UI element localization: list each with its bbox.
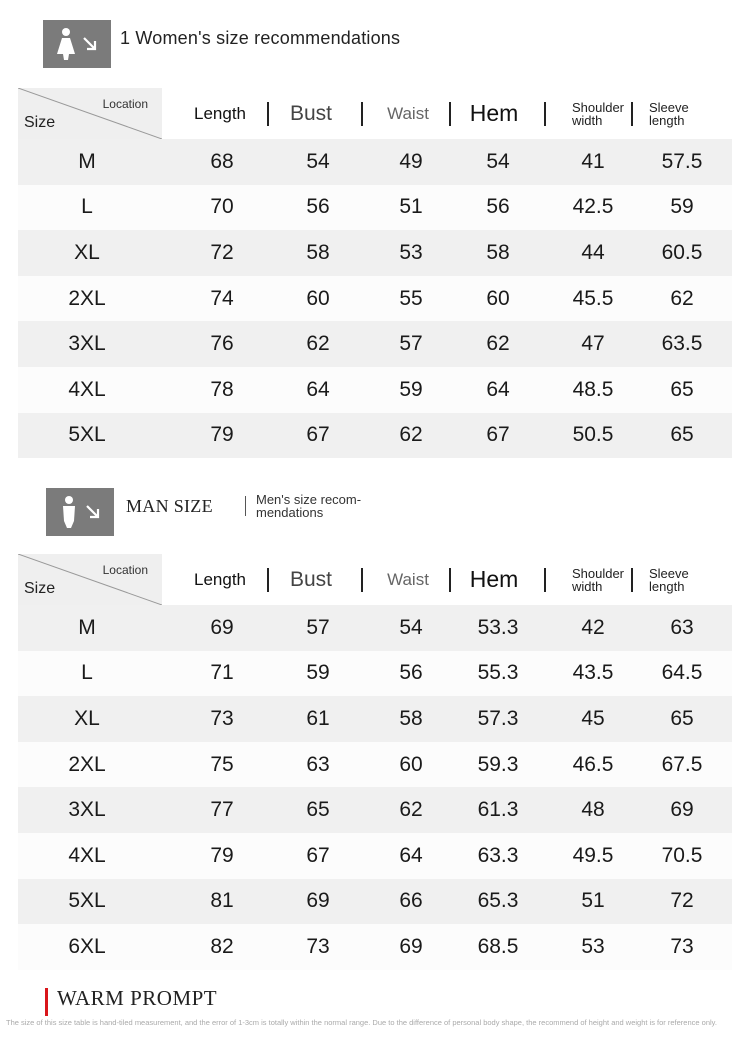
table-row — [18, 321, 732, 367]
table-row — [18, 833, 732, 879]
table-row — [18, 230, 732, 276]
measurement-cell: 56 — [306, 195, 330, 219]
size-cell: 2XL — [68, 286, 106, 310]
man-figure-icon — [58, 495, 80, 529]
measurement-cell: 77 — [210, 798, 234, 822]
location-label: Location — [102, 97, 148, 111]
arrow-down-right-icon — [84, 503, 102, 521]
measurement-cell: 64.5 — [661, 661, 703, 685]
warm-prompt-title: WARM PROMPT — [57, 986, 218, 1010]
measurement-cell: 71 — [210, 661, 234, 685]
measurement-cell: 51 — [581, 889, 605, 913]
measurement-cell: 64 — [399, 843, 423, 867]
warm-prompt-note: The size of this size table is hand-tiled measurement, and the error of 1-3cm is totally within the normal range. Due to the difference of personal body shape, the recommend of height and weight is for reference only. — [6, 1018, 717, 1027]
measurement-cell: 62 — [399, 423, 423, 447]
measurement-cell: 54 — [486, 149, 510, 173]
measurement-cell: 70.5 — [661, 843, 703, 867]
measurement-cell: 79 — [210, 423, 234, 447]
measurement-cell: 56 — [486, 195, 510, 219]
size-cell: XL — [74, 706, 100, 730]
header-separator — [449, 568, 451, 592]
table-row — [18, 924, 732, 970]
measurement-cell: 58 — [486, 240, 510, 264]
header-separator — [267, 568, 269, 592]
measurement-cell: 55 — [399, 286, 423, 310]
measurement-cell: 53 — [399, 240, 423, 264]
measurement-cell: 60 — [486, 286, 510, 310]
table-header — [18, 88, 732, 139]
measurement-cell: 69 — [306, 889, 330, 913]
measurement-cell: 42.5 — [572, 195, 614, 219]
measurement-cell: 69 — [399, 934, 423, 958]
measurement-cell: 79 — [210, 843, 234, 867]
measurement-cell: 62 — [399, 798, 423, 822]
measurement-cell: 69 — [670, 798, 694, 822]
measurement-cell: 59.3 — [477, 752, 519, 776]
header-sleeve-line1: Sleeve — [649, 99, 689, 115]
measurement-cell: 50.5 — [572, 423, 614, 447]
measurement-cell: 63 — [306, 752, 330, 776]
measurement-cell: 49.5 — [572, 843, 614, 867]
measurement-cell: 66 — [399, 889, 423, 913]
measurement-cell: 61 — [306, 706, 330, 730]
women-size-icon — [43, 20, 111, 68]
table-row — [18, 696, 732, 742]
header-waist: Waist — [387, 569, 429, 589]
table-body — [18, 139, 732, 458]
measurement-cell: 63.3 — [477, 843, 519, 867]
table-row — [18, 787, 732, 833]
measurement-cell: 54 — [399, 615, 423, 639]
measurement-cell: 62 — [306, 332, 330, 356]
header-separator — [361, 102, 363, 126]
measurement-cell: 62 — [486, 332, 510, 356]
measurement-cell: 60 — [399, 752, 423, 776]
measurement-cell: 69 — [210, 615, 234, 639]
measurement-cell: 51 — [399, 195, 423, 219]
table-header — [18, 554, 732, 605]
header-shoulder-width — [563, 88, 633, 139]
measurement-cell: 75 — [210, 752, 234, 776]
measurement-cell: 57 — [306, 615, 330, 639]
size-cell: 5XL — [68, 889, 106, 913]
arrow-down-right-icon — [81, 35, 99, 53]
size-cell: 6XL — [68, 934, 106, 958]
measurement-cell: 54 — [306, 149, 330, 173]
header-separator — [267, 102, 269, 126]
measurement-cell: 43.5 — [572, 661, 614, 685]
measurement-cell: 76 — [210, 332, 234, 356]
table-row — [18, 879, 732, 925]
warm-prompt-accent-bar — [45, 988, 48, 1016]
header-waist: Waist — [387, 103, 429, 123]
measurement-cell: 58 — [399, 706, 423, 730]
measurement-cell: 68 — [210, 149, 234, 173]
header-shoulder-line2: width — [571, 112, 603, 128]
men-section-title: MAN SIZE — [126, 496, 213, 516]
measurement-cell: 61.3 — [477, 798, 519, 822]
measurement-cell: 56 — [399, 661, 423, 685]
measurement-cell: 63 — [670, 615, 694, 639]
measurement-cell: 67 — [306, 423, 330, 447]
size-cell: 4XL — [68, 843, 106, 867]
women-size-table — [18, 88, 732, 458]
size-cell: M — [78, 149, 96, 173]
measurement-cell: 65 — [670, 423, 694, 447]
table-row — [18, 367, 732, 413]
size-cell: M — [78, 615, 96, 639]
table-row — [18, 651, 732, 697]
measurement-cell: 73 — [210, 706, 234, 730]
header-separator — [361, 568, 363, 592]
measurement-cell: 64 — [306, 377, 330, 401]
size-cell: 3XL — [68, 332, 106, 356]
title-separator — [245, 496, 246, 516]
header-sleeve-length — [649, 554, 719, 605]
men-section-subtitle — [256, 493, 396, 519]
header-sleeve-line2: length — [649, 112, 685, 128]
header-separator — [631, 102, 633, 126]
table-row — [18, 139, 732, 185]
header-sleeve-line2: length — [649, 578, 685, 594]
measurement-cell: 68.5 — [477, 934, 519, 958]
measurement-cell: 47 — [581, 332, 605, 356]
header-hem: Hem — [469, 566, 519, 592]
measurement-cell: 67 — [306, 843, 330, 867]
woman-figure-icon — [55, 27, 77, 61]
measurement-cell: 44 — [581, 240, 605, 264]
size-cell: 2XL — [68, 752, 106, 776]
measurement-cell: 73 — [306, 934, 330, 958]
measurement-cell: 82 — [210, 934, 234, 958]
measurement-cell: 64 — [486, 377, 510, 401]
men-subtitle-line1: Men's size recom- — [256, 492, 362, 507]
measurement-cell: 41 — [581, 149, 605, 173]
size-cell: 3XL — [68, 798, 106, 822]
size-cell: 5XL — [68, 423, 106, 447]
measurement-cell: 55.3 — [477, 661, 519, 685]
header-sleeve-length — [649, 88, 719, 139]
measurement-cell: 58 — [306, 240, 330, 264]
measurement-cell: 73 — [670, 934, 694, 958]
measurement-cell: 59 — [670, 195, 694, 219]
measurement-cell: 53 — [581, 934, 605, 958]
measurement-cell: 67 — [486, 423, 510, 447]
measurement-cell: 62 — [670, 286, 694, 310]
men-subtitle-line2: mendations — [256, 505, 324, 520]
measurement-cell: 60 — [306, 286, 330, 310]
header-shoulder-line1: Shoulder — [571, 99, 625, 115]
size-cell: L — [81, 195, 93, 219]
table-row — [18, 605, 732, 651]
size-cell: XL — [74, 240, 100, 264]
measurement-cell: 65 — [670, 377, 694, 401]
measurement-cell: 49 — [399, 149, 423, 173]
header-bust: Bust — [289, 101, 333, 125]
measurement-cell: 65.3 — [477, 889, 519, 913]
header-separator — [631, 568, 633, 592]
table-row — [18, 276, 732, 322]
header-shoulder-line2: width — [571, 578, 603, 594]
size-label: Size — [24, 580, 56, 597]
men-size-icon — [46, 488, 114, 536]
size-label: Size — [24, 114, 56, 131]
measurement-cell: 74 — [210, 286, 234, 310]
table-row — [18, 413, 732, 459]
measurement-cell: 45.5 — [572, 286, 614, 310]
measurement-cell: 67.5 — [661, 752, 703, 776]
measurement-cell: 60.5 — [661, 240, 703, 264]
measurement-cell: 53.3 — [477, 615, 519, 639]
header-shoulder-width — [563, 554, 633, 605]
measurement-cell: 45 — [581, 706, 605, 730]
measurement-cell: 65 — [670, 706, 694, 730]
header-bust: Bust — [289, 567, 333, 591]
measurement-cell: 63.5 — [661, 332, 703, 356]
table-body — [18, 605, 732, 970]
header-length: Length — [194, 569, 246, 589]
women-section-title: 1 Women's size recommendations — [120, 28, 401, 48]
measurement-cell: 72 — [670, 889, 694, 913]
location-label: Location — [102, 563, 148, 577]
men-size-table — [18, 554, 732, 970]
measurement-cell: 65 — [306, 798, 330, 822]
header-sleeve-line1: Sleeve — [649, 565, 689, 581]
measurement-cell: 48 — [581, 798, 605, 822]
measurement-cell: 57.3 — [477, 706, 519, 730]
measurement-cell: 57.5 — [661, 149, 703, 173]
measurement-cell: 57 — [399, 332, 423, 356]
table-row — [18, 185, 732, 231]
measurement-cell: 70 — [210, 195, 234, 219]
size-cell: 4XL — [68, 377, 106, 401]
measurement-cell: 72 — [210, 240, 234, 264]
header-hem: Hem — [469, 100, 519, 126]
header-separator — [544, 568, 546, 592]
size-cell: L — [81, 661, 93, 685]
header-corner — [18, 88, 162, 139]
measurement-cell: 48.5 — [572, 377, 614, 401]
measurement-cell: 42 — [581, 615, 605, 639]
measurement-cell: 46.5 — [572, 752, 614, 776]
header-corner — [18, 554, 162, 605]
header-shoulder-line1: Shoulder — [571, 565, 625, 581]
measurement-cell: 59 — [399, 377, 423, 401]
header-separator — [544, 102, 546, 126]
header-separator — [449, 102, 451, 126]
table-row — [18, 742, 732, 788]
measurement-cell: 78 — [210, 377, 234, 401]
measurement-cell: 59 — [306, 661, 330, 685]
measurement-cell: 81 — [210, 889, 234, 913]
header-length: Length — [194, 103, 246, 123]
